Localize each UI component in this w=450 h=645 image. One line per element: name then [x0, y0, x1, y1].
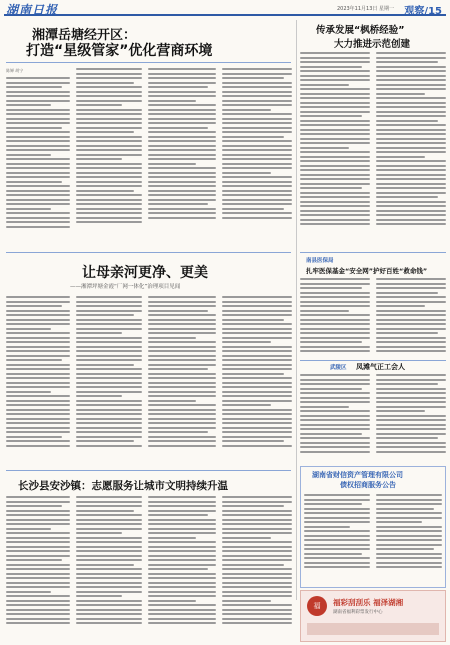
right-mid2-col-1 [300, 374, 370, 464]
middle-article-col-2 [76, 296, 142, 468]
right-mid2-headline: 凤滩气正工会人 [356, 363, 405, 371]
ad-title: 福彩刮刮乐 福泽湖湘 [333, 598, 404, 607]
main-title-rule [6, 62, 291, 63]
main-article-col-4 [222, 68, 292, 248]
main-article-title: 湘潭岳塘经开区： [32, 28, 137, 43]
bottom-article-col-3 [148, 496, 216, 642]
masthead [4, 2, 446, 16]
bottom-article-col-1 [6, 496, 70, 642]
right-mid2-col-2 [376, 374, 446, 464]
main-article-col-2 [76, 68, 142, 248]
notice-col-1 [304, 494, 370, 584]
top-right-col-2 [376, 52, 446, 250]
middle-article-col-4 [222, 296, 292, 468]
bottom-article-headline: 长沙县安沙镇：志愿服务让城市文明持续升温 [18, 480, 228, 492]
bottom-article-col-4 [222, 496, 292, 642]
lottery-advertisement[interactable] [300, 590, 446, 642]
right-column-divider [296, 20, 297, 600]
bottom-article-top-rule [6, 470, 291, 471]
right-mid1-col-1 [300, 278, 370, 360]
section-label: 观察/15 [404, 6, 442, 17]
lottery-logo-icon: 福 [307, 596, 327, 616]
middle-article-col-3 [148, 296, 216, 468]
main-article-col-1 [6, 68, 70, 248]
middle-article-top-rule [6, 252, 291, 253]
right-mid1-top-rule [300, 252, 446, 253]
main-article-col-3 [148, 68, 216, 248]
bottom-article-col-2 [76, 496, 142, 642]
main-article-byline: 陈婵 胡宁 [6, 68, 24, 73]
top-right-headline-1: 传承发展“枫桥经验” [316, 25, 405, 36]
ad-subtitle: 湖南省福利彩票发行中心 [333, 610, 383, 615]
notice-title-1: 湖南省财信资产管理有限公司 [312, 471, 403, 479]
right-mid1-col-2 [376, 278, 446, 360]
right-mid2-kicker: 武陵区 [330, 365, 347, 371]
top-right-headline-2: 大力推进示范创建 [334, 39, 411, 50]
right-mid2-top-rule [300, 360, 446, 361]
notice-title-2: 债权招商服务公告 [340, 481, 396, 489]
right-mid1-headline: 扎牢医保基金“安全网”护好百姓“救命钱” [306, 267, 428, 275]
middle-article-headline: 让母亲河更净、更美 [82, 265, 208, 281]
top-right-col-1 [300, 52, 370, 250]
ad-banner-strip [307, 623, 439, 635]
issue-date: 2023年11月13日 星期一 [336, 6, 394, 12]
notice-col-2 [376, 494, 442, 584]
right-mid1-kicker: 南县医保局 [306, 258, 334, 264]
main-article-headline: 打造“星级管家”优化营商环境 [26, 43, 213, 59]
middle-article-col-1 [6, 296, 70, 468]
middle-article-deck: ——湘潭坪塘金霞“厂网一体化”治理项目见闻 [70, 284, 181, 290]
newspaper-logo: 湖南日报 [6, 3, 59, 17]
